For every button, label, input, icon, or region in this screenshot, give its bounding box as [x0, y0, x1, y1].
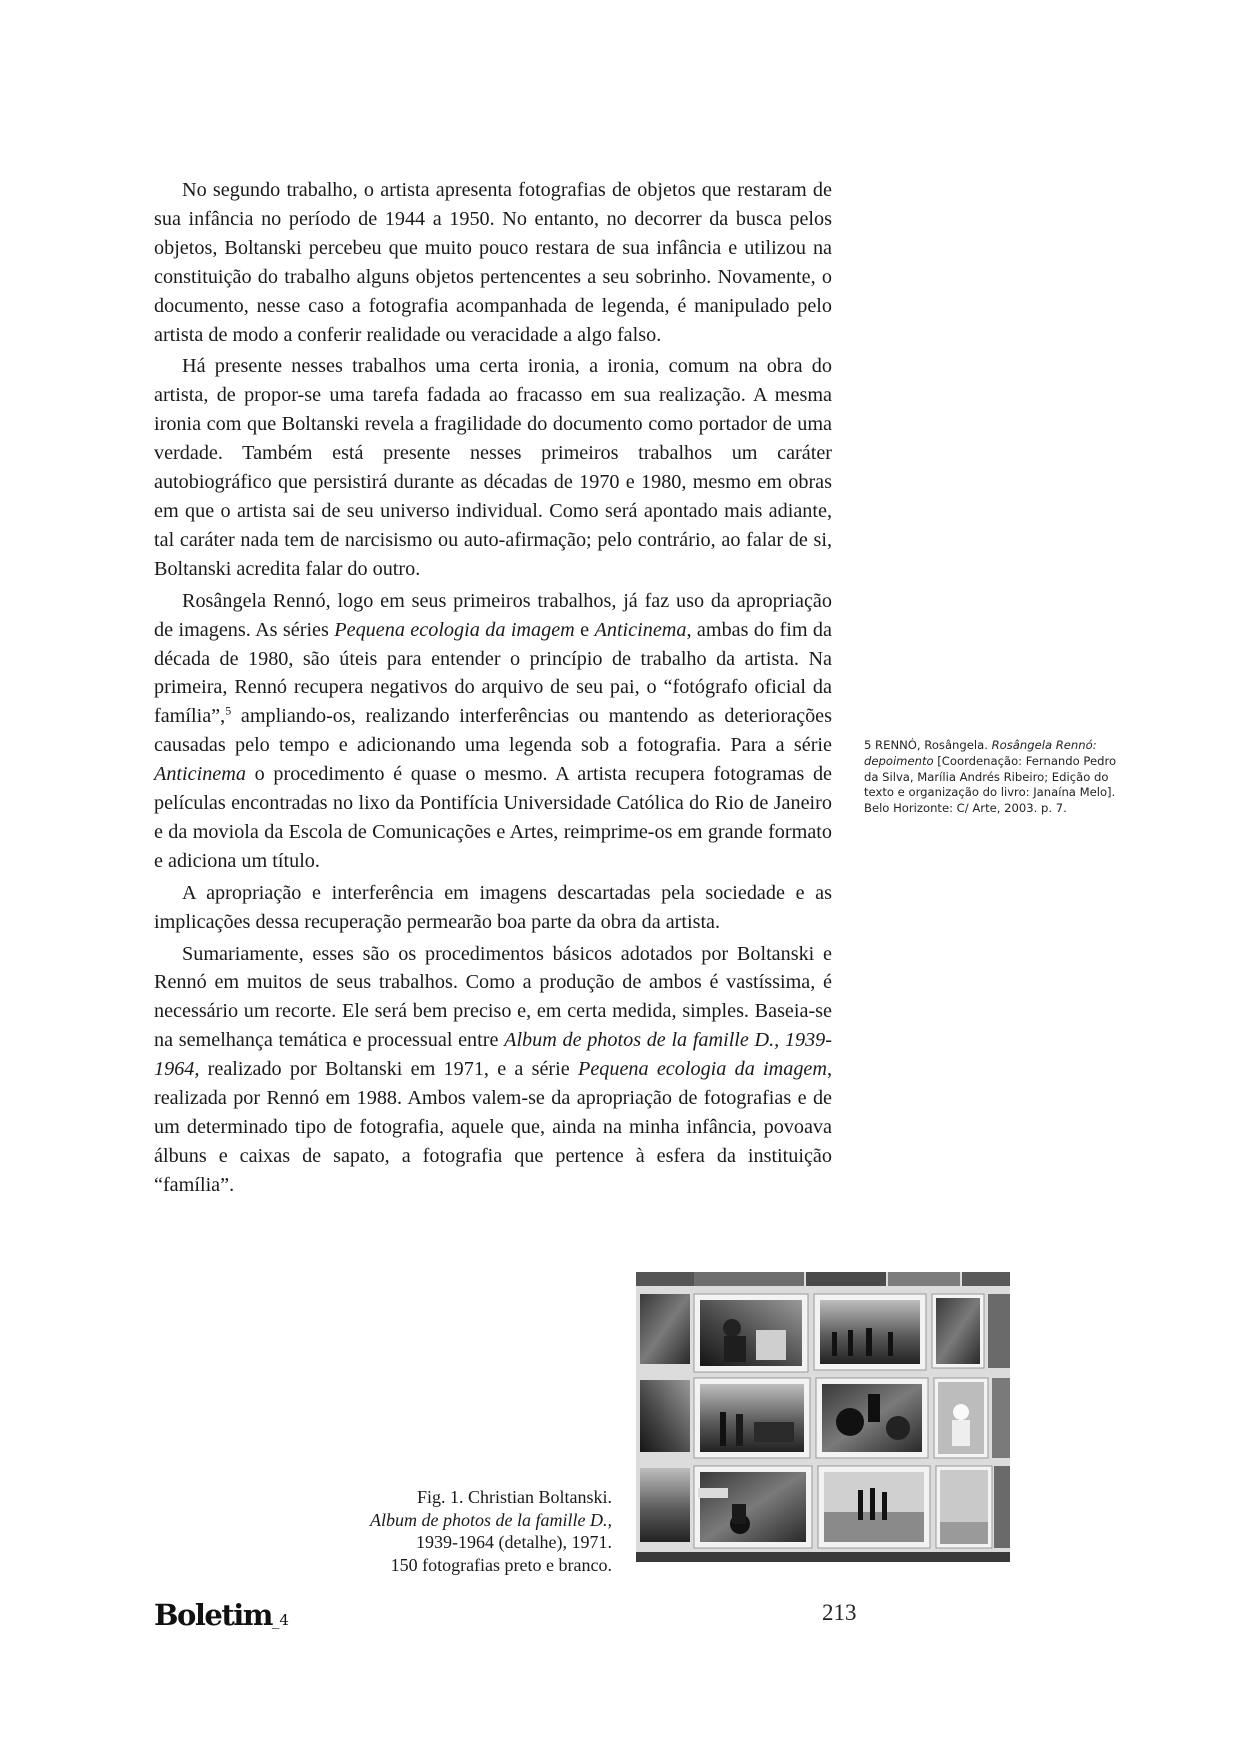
body-text [154, 176, 832, 1200]
paragraph-5 [154, 940, 832, 1200]
p5-text-c: realizado por Boltanski em 1971, e a série [199, 1058, 578, 1081]
photo-row-3 [640, 1466, 1010, 1548]
caption-line-1: Fig. 1. Christian Boltanski. [416, 1487, 612, 1507]
caption-album-title: Album de photos de la famille D., [370, 1509, 612, 1530]
footnote-lead: 5 RENNÓ, Rosângela. [864, 738, 992, 752]
journal-logo [154, 1598, 289, 1632]
p5-text-e: , realizada por Rennó em 1988. Ambos valem-se da apropriação de fotografias e de um determinado tipo de fotografia, aquele que, ainda na minha infância, povoava álbuns e caixas de sapato, a fotografia que pertence à esfera da instituição “família”. [154, 1058, 832, 1196]
caption-line-2 [312, 1509, 612, 1532]
photo-row-0 [636, 1272, 1010, 1286]
p5-italic-series: Pequena ecologia da imagem [577, 1058, 827, 1081]
paragraph-2: Há presente nesses trabalhos uma certa ironia, a ironia, comum na obra do artista, de propor-se uma tarefa fadada ao fracasso em sua realização. A mesma ironia com que Boltanski revela a fragilidade do documento como portador de uma verdade. Também está presente nesses primeiros trabalhos um caráter autobiográfico que persistirá durante as décadas de 1970 e 1980, mesmo em obras em que o artista sai de seu universo individual. Como será apontado mais adiante, tal caráter nada tem de narcisismo ou auto-afirmação; pelo contrário, ao falar de si, Boltanski acredita falar do outro. [154, 355, 832, 580]
p3-italic-series-2: Anticinema [594, 618, 687, 641]
footnote-rest: [Coordenação: Fernando Pedro da Silva, Marília Andrés Ribeiro; Edição do texto e organização do livro: Janaína Melo]. Belo Horizonte: C/ Arte, 2003. p. 7. [864, 753, 1117, 816]
logo-issue: _4 [271, 1611, 289, 1629]
p3-text-h: o procedimento é quase o mesmo. A artista recupera fotogramas de películas encontradas no lixo da Pontifícia Universidade Católica do Rio de Janeiro e da moviola da Escola de Comunicações e Artes, reimprime-os em grande formato e adiciona um título. [154, 763, 832, 872]
caption-line-4: 150 fotografias preto e branco. [390, 1554, 612, 1575]
p3-text-c: e [574, 618, 595, 641]
figure-photo-grid [636, 1272, 1010, 1562]
footnote-title: Rosângela Rennó: depoimento [864, 738, 1097, 768]
figure-caption [312, 1486, 612, 1576]
p3-text-e: , ambas do fim da década de 1980, são úteis para entender o princípio de trabalho da artista. Na primeira, Rennó recupera negativos do arquivo de seu pai, o “fotógrafo oficial da família”, [154, 618, 832, 728]
p3-italic-series-3: Anticinema [154, 763, 246, 786]
photo-row-1 [640, 1294, 1010, 1372]
footnote-5 [864, 738, 1126, 817]
photo-row-2 [640, 1378, 1010, 1458]
page-number: 213 [822, 1600, 857, 1625]
p3-italic-series-1: Pequena ecologia da imagem [334, 618, 575, 641]
photo-grid-image [636, 1272, 1010, 1562]
p5-italic-album-title: Album de photos de la famille D., 1939-1964, [154, 1029, 832, 1081]
paragraph-1: No segundo trabalho, o artista apresenta fotografias de objetos que restaram de sua infância no período de 1944 a 1950. No entanto, no decorrer da busca pelos objetos, Boltanski percebeu que muito pouco restara de sua infância e utilizou na constituição do trabalho alguns objetos pertencentes a seu sobrinho. Novamente, o documento, nesse caso a fotografia acompanhada de legenda, é manipulado pelo artista de modo a conferir realidade ou veracidade a algo falso. [154, 179, 832, 346]
caption-line-3: 1939-1964 (detalhe), 1971. [416, 1532, 612, 1552]
logo-text: Boletim [154, 1598, 272, 1632]
paragraph-4: A apropriação e interferência em imagens descartadas pela sociedade e as implicações dessa recuperação permearão boa parte da obra da artista. [154, 881, 832, 933]
paragraph-3 [154, 587, 832, 876]
p3-text-f: ampliando-os, realizando interferências ou mantendo as deteriorações causadas pelo tempo e adicionando uma legenda sob a fotografia. Para a série [154, 705, 832, 757]
footnote-ref-5[interactable]: 5 [225, 703, 232, 718]
p5-text-a: Sumariamente, esses são os procedimentos básicos adotados por Boltanski e Rennó em muitos de seus trabalhos. Como a produção de ambos é vastíssima, é necessário um recorte. Ele será bem preciso e, em certa medida, simples. Baseia-se na semelhança temática e processual entre [154, 942, 832, 1052]
p3-text-a: Rosângela Rennó, logo em seus primeiros trabalhos, já faz uso da apropriação de imagens. As séries [154, 589, 832, 641]
